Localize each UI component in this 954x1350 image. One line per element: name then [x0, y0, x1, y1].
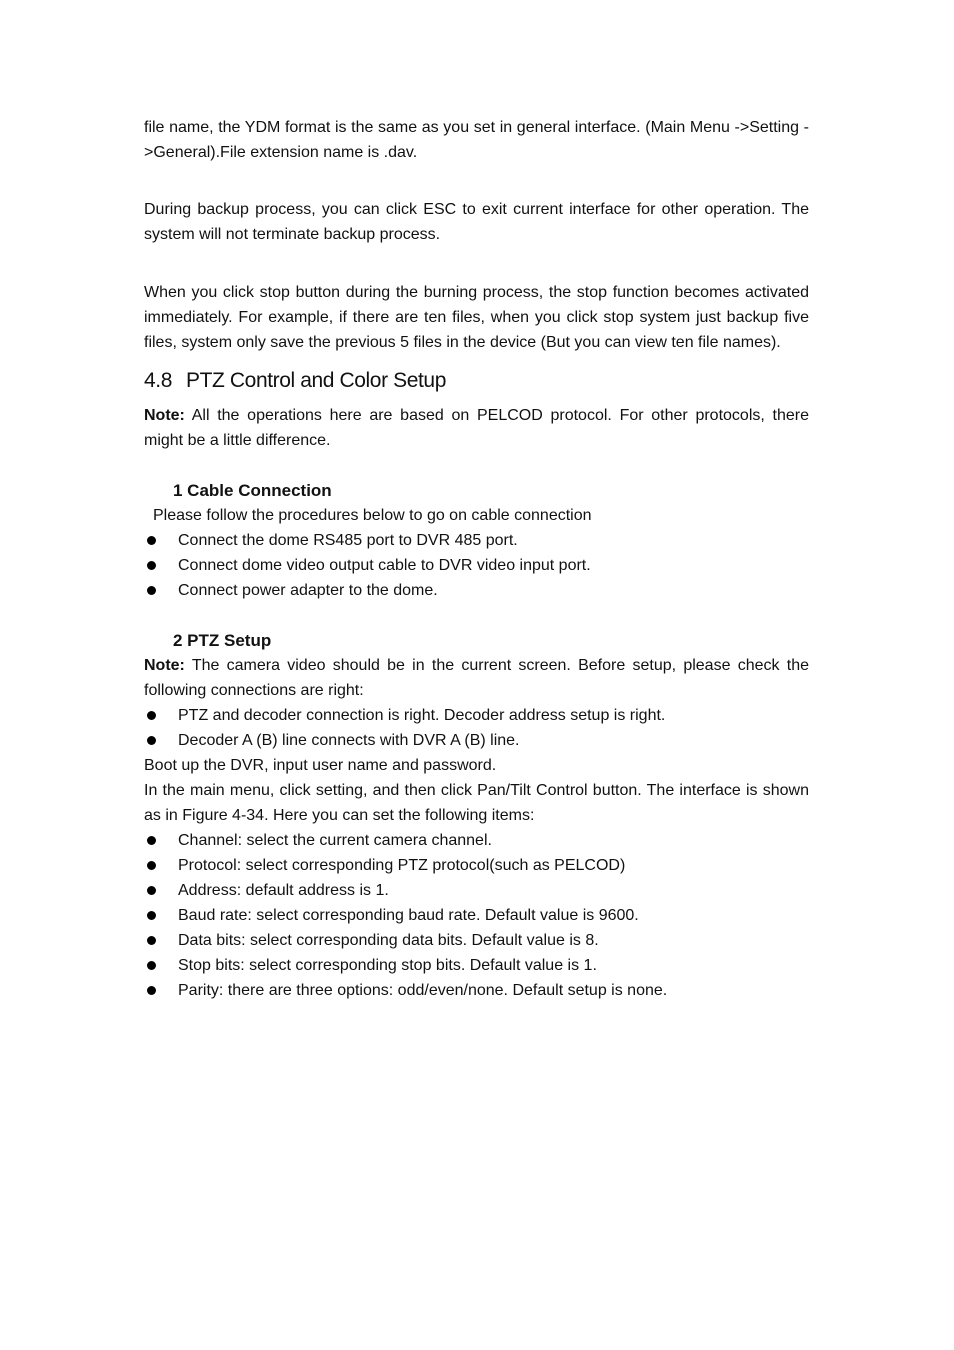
bullet-icon: [147, 711, 156, 720]
ptz-settings-list: [144, 828, 809, 1003]
section-note: [144, 403, 809, 453]
list-item: Connect dome video output cable to DVR video input port.: [144, 553, 809, 578]
document-page: [144, 115, 809, 1003]
note-text: The camera video should be in the current screen. Before setup, please check the following connections are right:: [144, 657, 809, 699]
list-item: Protocol: select corresponding PTZ protocol(such as PELCOD): [144, 853, 809, 878]
note-label: Note:: [144, 657, 185, 674]
subheading-ptz-setup: 2 PTZ Setup: [173, 631, 272, 650]
bullet-icon: [147, 911, 156, 920]
section-heading: [144, 367, 809, 395]
ptz-setup-note: [144, 653, 809, 703]
connection-check-list: [144, 703, 809, 753]
list-item: PTZ and decoder connection is right. Decoder address setup is right.: [144, 703, 809, 728]
list-item: Stop bits: select corresponding stop bits. Default value is 1.: [144, 953, 809, 978]
list-item: Data bits: select corresponding data bits. Default value is 8.: [144, 928, 809, 953]
list-item: Address: default address is 1.: [144, 878, 809, 903]
bullet-icon: [147, 986, 156, 995]
menu-instruction: In the main menu, click setting, and then click Pan/Tilt Control button. The interface is shown as in Figure 4-34. Here you can set the following items:: [144, 782, 809, 824]
cable-connection-intro: Please follow the procedures below to go on cable connection: [153, 507, 592, 524]
cable-connection-list: [144, 528, 809, 603]
list-item: Baud rate: select corresponding baud rate. Default value is 9600.: [144, 903, 809, 928]
paragraph-backup-process: During backup process, you can click ESC to exit current interface for other operation. The system will not terminate backup process.: [144, 201, 809, 243]
list-item: Parity: there are three options: odd/even/none. Default setup is none.: [144, 978, 809, 1003]
bullet-icon: [147, 961, 156, 970]
list-item: Channel: select the current camera channel.: [144, 828, 809, 853]
bullet-icon: [147, 561, 156, 570]
list-item: Decoder A (B) line connects with DVR A (B) line.: [144, 728, 809, 753]
bullet-icon: [147, 836, 156, 845]
section-title: PTZ Control and Color Setup: [186, 369, 446, 392]
note-text: All the operations here are based on PELCOD protocol. For other protocols, there might be a little difference.: [144, 407, 809, 449]
paragraph-file-name: file name, the YDM format is the same as you set in general interface. (Main Menu ->Setting ->General).File extension name is .dav.: [144, 119, 809, 161]
subheading-cable-connection: 1 Cable Connection: [173, 481, 332, 500]
note-label: Note:: [144, 407, 185, 424]
bullet-icon: [147, 736, 156, 745]
paragraph-stop-button: When you click stop button during the burning process, the stop function becomes activated immediately. For example, if there are ten files, when you click stop system just backup five files, system only save the previous 5 files in the device (But you can view ten file names).: [144, 284, 809, 351]
bullet-icon: [147, 536, 156, 545]
bullet-icon: [147, 586, 156, 595]
section-number: 4.8: [144, 369, 172, 392]
bullet-icon: [147, 886, 156, 895]
bullet-icon: [147, 861, 156, 870]
list-item: Connect power adapter to the dome.: [144, 578, 809, 603]
bullet-icon: [147, 936, 156, 945]
list-item: Connect the dome RS485 port to DVR 485 port.: [144, 528, 809, 553]
boot-instruction: Boot up the DVR, input user name and password.: [144, 757, 497, 774]
